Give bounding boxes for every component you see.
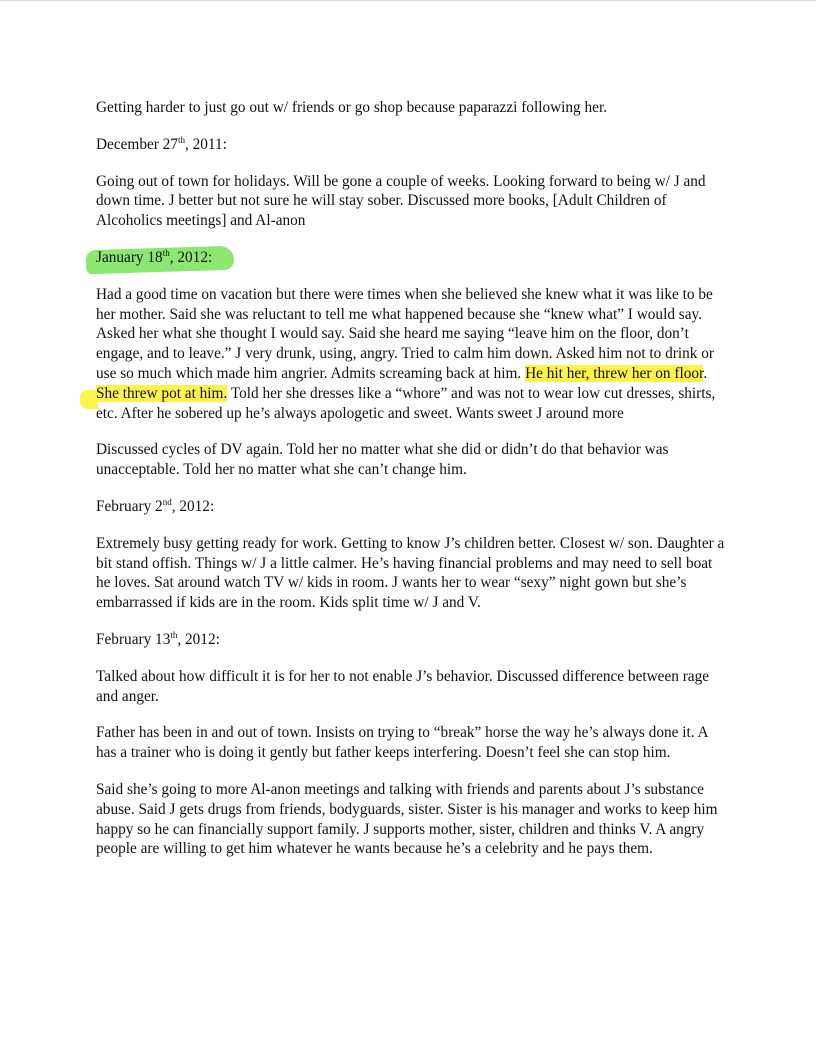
- date-text: January 18: [96, 248, 163, 266]
- paragraph-vacation: [96, 285, 726, 424]
- paragraph-paparazzi: Getting harder to just go out w/ friends or go shop because paparazzi following her.: [96, 99, 608, 116]
- date-text: December 27: [96, 135, 178, 153]
- paragraph-al-anon: Said she’s going to more Al-anon meetings and talking with friends and parents about J’s substance abuse. Said J gets drugs from friends, bodyguards, sister. Sister is his manager and works to keep him happy so he can financially support family. J supports mother, sister, children and thinks V. A angry people are willing to get him whatever he wants because he’s a celebrity and he pays them.: [96, 780, 718, 858]
- date-suffix: th: [177, 134, 185, 145]
- date-heading-feb-13: [96, 630, 726, 650]
- document-body: [96, 98, 726, 859]
- paragraph-holidays: Going out of town for holidays. Will be gone a couple of weeks. Looking forward to being w/ J and down time. J better but not sure he will stay sober. Discussed more books, [Adult Children of Alcoholics meetings] and Al-anon: [96, 172, 706, 230]
- date-suffix: th: [170, 629, 178, 640]
- paragraph-text: Had a good time on vacation but there were times when she believed she knew what it was like to be her mother. Said she was reluctant to tell me what happened because she “knew what” I would say. Asked her what she thought I would say. Said she heard me saying “leave him on the floor, don’t engage, and to leave.” J very drunk, using, angry. Tried to calm him down. Asked him not to drink or use so much which made him angrier. Admits screaming back at him.: [96, 285, 715, 382]
- date-heading-jan-18: [96, 248, 726, 268]
- date-suffix: th: [162, 247, 170, 258]
- date-heading-feb-2: [96, 497, 726, 517]
- date-year: , 2012:: [171, 497, 215, 515]
- paragraph-text: Told her she dresses like a “whore” and was not to wear low cut dresses, shirts, etc. After he sobered up he’s always apologetic and sweet. Wants sweet J around more: [96, 384, 716, 422]
- paragraph-text: .: [703, 364, 708, 382]
- date-suffix: nd: [162, 496, 172, 507]
- date-text: February 13: [96, 630, 171, 648]
- date-text: February 2: [96, 497, 163, 515]
- paragraph-busy: Extremely busy getting ready for work. Getting to know J’s children better. Closest w/ son. Daughter a bit stand offish. Things w/ J a little calmer. He’s having financial problems and may need to sell boat he loves. Sat around watch TV w/ kids in room. J wants her to wear “sexy” night gown but she’s embarrassed if kids are in the room. Kids split time w/ J and V.: [96, 534, 725, 612]
- paragraph-dv-cycles: Discussed cycles of DV again. Told her no matter what she did or didn’t do that behavior was unacceptable. Told her no matter what she can’t change him.: [96, 441, 669, 479]
- date-year: , 2011:: [184, 135, 227, 153]
- paragraph-enable: Talked about how difficult it is for her to not enable J’s behavior. Discussed difference between rage and anger.: [96, 667, 710, 705]
- paragraph-father: Father has been in and out of town. Insists on trying to “break” horse the way he’s always done it. A has a trainer who is doing it gently but father keeps interfering. Doesn’t feel she can stop him.: [96, 724, 708, 762]
- date-heading-dec-27: [96, 135, 726, 155]
- date-year: , 2012:: [169, 248, 213, 266]
- date-year: , 2012:: [177, 630, 220, 648]
- highlighted-text: He hit her, threw her on floor: [525, 364, 704, 382]
- highlighted-text: She threw pot at him.: [96, 384, 228, 402]
